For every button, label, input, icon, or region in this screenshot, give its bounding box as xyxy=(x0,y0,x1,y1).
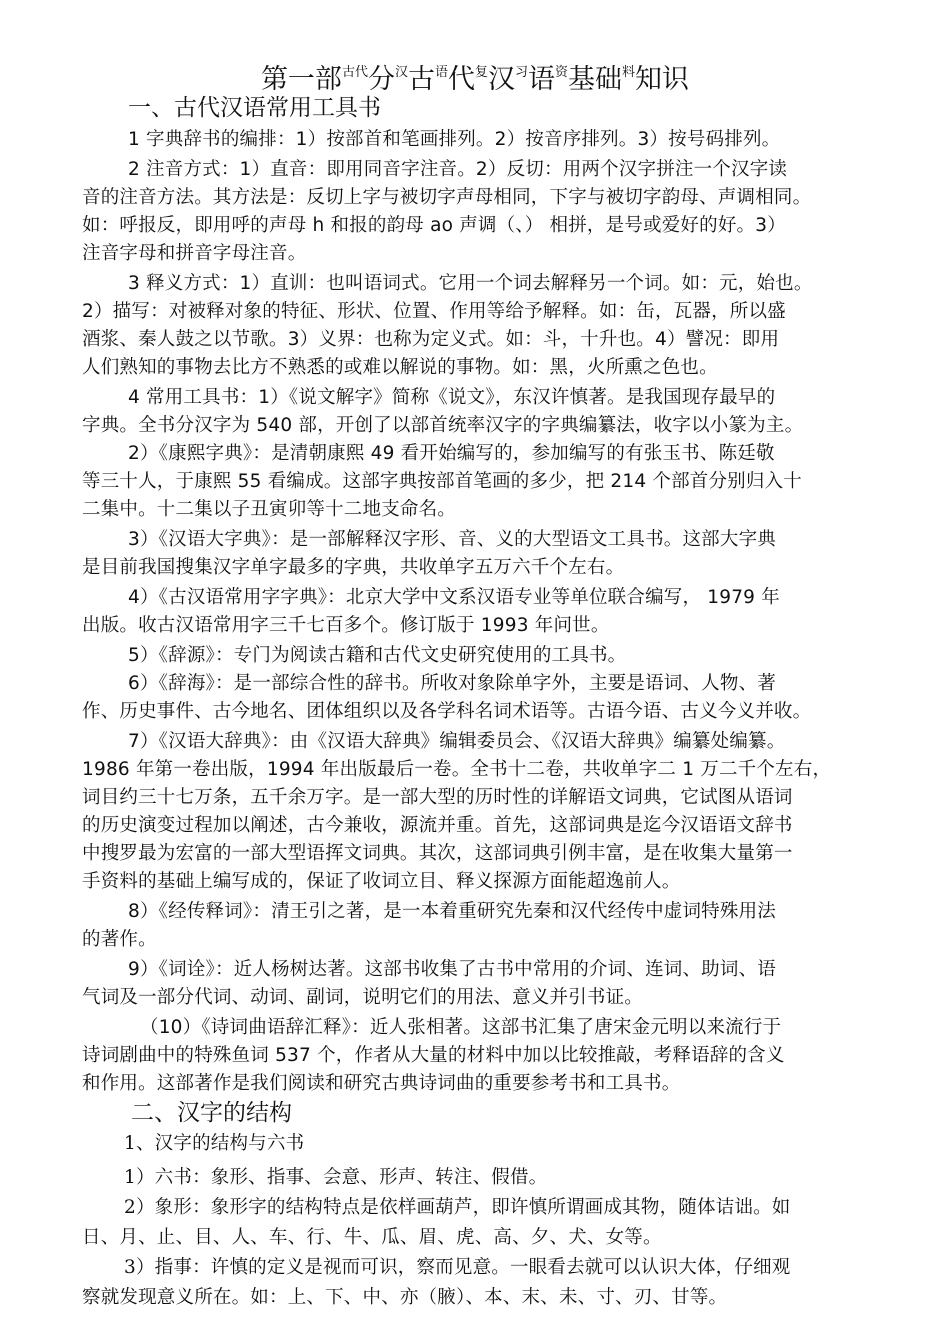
title-part: 基础 xyxy=(568,64,623,95)
paragraph-line: 察就发现意义所在。如：上、下、中、亦（腋）、本、末、未、寸、刃、甘等。 xyxy=(82,1287,728,1308)
paragraph-line: 1）六书：象形、指事、会意、形声、转注、假借。 xyxy=(124,1167,548,1188)
paragraph-line: 作、历史事件、古今地名、团体组织以及各学科名词术语等。古语今语、古义今义并收。 xyxy=(82,701,812,722)
paragraph-line: 1986 年第一卷出版，1994 年出版最后一卷。全书十二卷，共收单字二 1 万二千个左右， xyxy=(82,759,832,780)
paragraph-line: 气词及一部分代词、动词、副词，说明它们的用法、意义并引书证。 xyxy=(82,987,644,1008)
title-watermark: 汉 xyxy=(394,65,408,80)
title-part: 分 xyxy=(367,64,395,95)
paragraph-line: 5）《辞源》：专门为阅读古籍和古代文史研究使用的工具书。 xyxy=(128,645,627,666)
paragraph-line: 字典。全书分汉字为 540 部，开创了以部首统率汉字的字典编纂法，收字以小篆为主。 xyxy=(82,415,804,436)
paragraph-line: 1、汉字的结构与六书 xyxy=(124,1133,305,1154)
title-part: 代 xyxy=(447,64,475,95)
paragraph-line: 2 注音方式：1）直音：即用同音字注音。2）反切：用两个汉字拼注一个汉字读 xyxy=(128,159,788,180)
paragraph-line: 和作用。这部著作是我们阅读和研究古典诗词曲的重要参考书和工具书。 xyxy=(82,1073,681,1094)
title-watermark: 复 xyxy=(474,65,488,80)
paragraph-line: 7）《汉语大辞典》：由《汉语大辞典》编辑委员会、《汉语大辞典》编纂处编纂。 xyxy=(128,731,786,752)
paragraph-line: 的著作。 xyxy=(82,929,157,950)
paragraph-line: 2）描写：对被释对象的特征、形状、位置、作用等给予解释。如：缶，瓦器，所以盛 xyxy=(82,301,786,322)
paragraph-line: 二集中。十二集以子丑寅卯等十二地支命名。 xyxy=(82,499,457,520)
paragraph-line: （10）《诗词曲语辞汇释》：近人张相著。这部书汇集了唐宋金元明以来流行于 xyxy=(140,1017,782,1038)
paragraph-line: 6）《辞海》：是一部综合性的辞书。所收对象除单字外，主要是语词、人物、著 xyxy=(128,673,776,694)
paragraph-line: 如：呼报反，即用呼的声母 h 和报的韵母 ao 声调（、） 相拼，是号或爱好的好。3） xyxy=(82,215,786,236)
paragraph-line: 3）指事：许慎的定义是视而可识，察而见意。一眼看去就可以认识大体，仔细观 xyxy=(124,1257,791,1278)
title-part: 语 xyxy=(528,64,556,95)
paragraph-line: 4）《古汉语常用字字典》：北京大学中文系汉语专业等单位联合编写， 1979 年 xyxy=(128,587,780,608)
title-watermark: 习 xyxy=(515,65,529,80)
title-watermark: 古代 xyxy=(341,65,368,80)
paragraph-line: 音的注音方法。其方法是：反切上字与被切字声母相同，下字与被切字韵母、声调相同。 xyxy=(82,187,812,208)
paragraph-line: 手资料的基础上编写成的，保证了收词立目、释义探源方面能超逸前人。 xyxy=(82,871,681,892)
paragraph-line: 人们熟知的事物去比方不熟悉的或难以解说的事物。如：黑，火所熏之色也。 xyxy=(82,357,718,378)
paragraph-line: 是目前我国搜集汉字单字最多的字典，共收单字五万六千个左右。 xyxy=(82,557,625,578)
paragraph-line: 8）《经传释词》：清王引之著，是一本着重研究先秦和汉代经传中虚词特殊用法 xyxy=(128,901,776,922)
paragraph-line: 3 释义方式：1）直训：也叫语词式。它用一个词去解释另一个词。如：元，始也。 xyxy=(128,273,813,294)
paragraph-line: 诗词剧曲中的特殊鱼词 537 个，作者从大量的材料中加以比较推敲，考释语辞的含义 xyxy=(82,1045,785,1066)
paragraph-line: 出版。收古汉语常用字三千七百多个。修订版于 1993 年问世。 xyxy=(82,615,610,636)
paragraph-line: 等三十人，于康熙 55 看编成。这部字典按部首笔画的多少，把 214 个部首分别归入十 xyxy=(82,471,802,492)
paragraph-line: 1 字典辞书的编排：1）按部首和笔画排列。2）按音序排列。3）按号码排列。 xyxy=(128,129,781,150)
section-heading: 一、古代汉语常用工具书 xyxy=(128,95,381,121)
paragraph-line: 9）《词诠》：近人杨树达著。这部书收集了古书中常用的介词、连词、助词、语 xyxy=(128,959,776,980)
paragraph-line: 酒浆、秦人鼓之以节歌。3）义界：也称为定义式。如：斗，十升也。4）譬况：即用 xyxy=(82,329,780,350)
paragraph-line: 2）象形：象形字的结构特点是依样画葫芦，即许慎所谓画成其物，随体诘诎。如 xyxy=(124,1197,791,1218)
title-part: 古 xyxy=(407,64,435,95)
section-heading: 二、汉字的结构 xyxy=(131,1100,292,1126)
paragraph-line: 2）《康熙字典》：是清朝康熙 49 看开始编写的，参加编写的有张玉书、陈廷敬 xyxy=(128,443,775,464)
paragraph-line: 4 常用工具书：1）《说文解字》简称《说文》，东汉许慎著。是我国现存最早的 xyxy=(128,387,776,408)
title-part: 知识 xyxy=(635,64,690,95)
paragraph-line: 注音字母和拼音字母注音。 xyxy=(82,243,307,264)
paragraph-line: 3）《汉语大字典》：是一部解释汉字形、音、义的大型语文工具书。这部大字典 xyxy=(128,529,776,550)
title-watermark: 资 xyxy=(555,65,569,80)
paragraph-line: 词目约三十七万条，五千余万字。是一部大型的历时性的详解语文词典，它试图从语词 xyxy=(82,787,793,808)
title-watermark: 料 xyxy=(622,65,636,80)
paragraph-line: 中搜罗最为宏富的一部大型语挥文词典。其次，这部词典引例丰富，是在收集大量第一 xyxy=(82,843,793,864)
title-part: 第一部 xyxy=(260,64,342,95)
paragraph-line: 日、月、止、目、人、车、行、牛、瓜、眉、虎、高、夕、犬、女等。 xyxy=(82,1227,662,1248)
title-part: 汉 xyxy=(488,64,515,95)
paragraph-line: 的历史演变过程加以阐述，古今兼收，源流并重。首先，这部词典是迄今汉语语文辞书 xyxy=(82,815,793,836)
title-watermark: 语 xyxy=(434,65,448,80)
